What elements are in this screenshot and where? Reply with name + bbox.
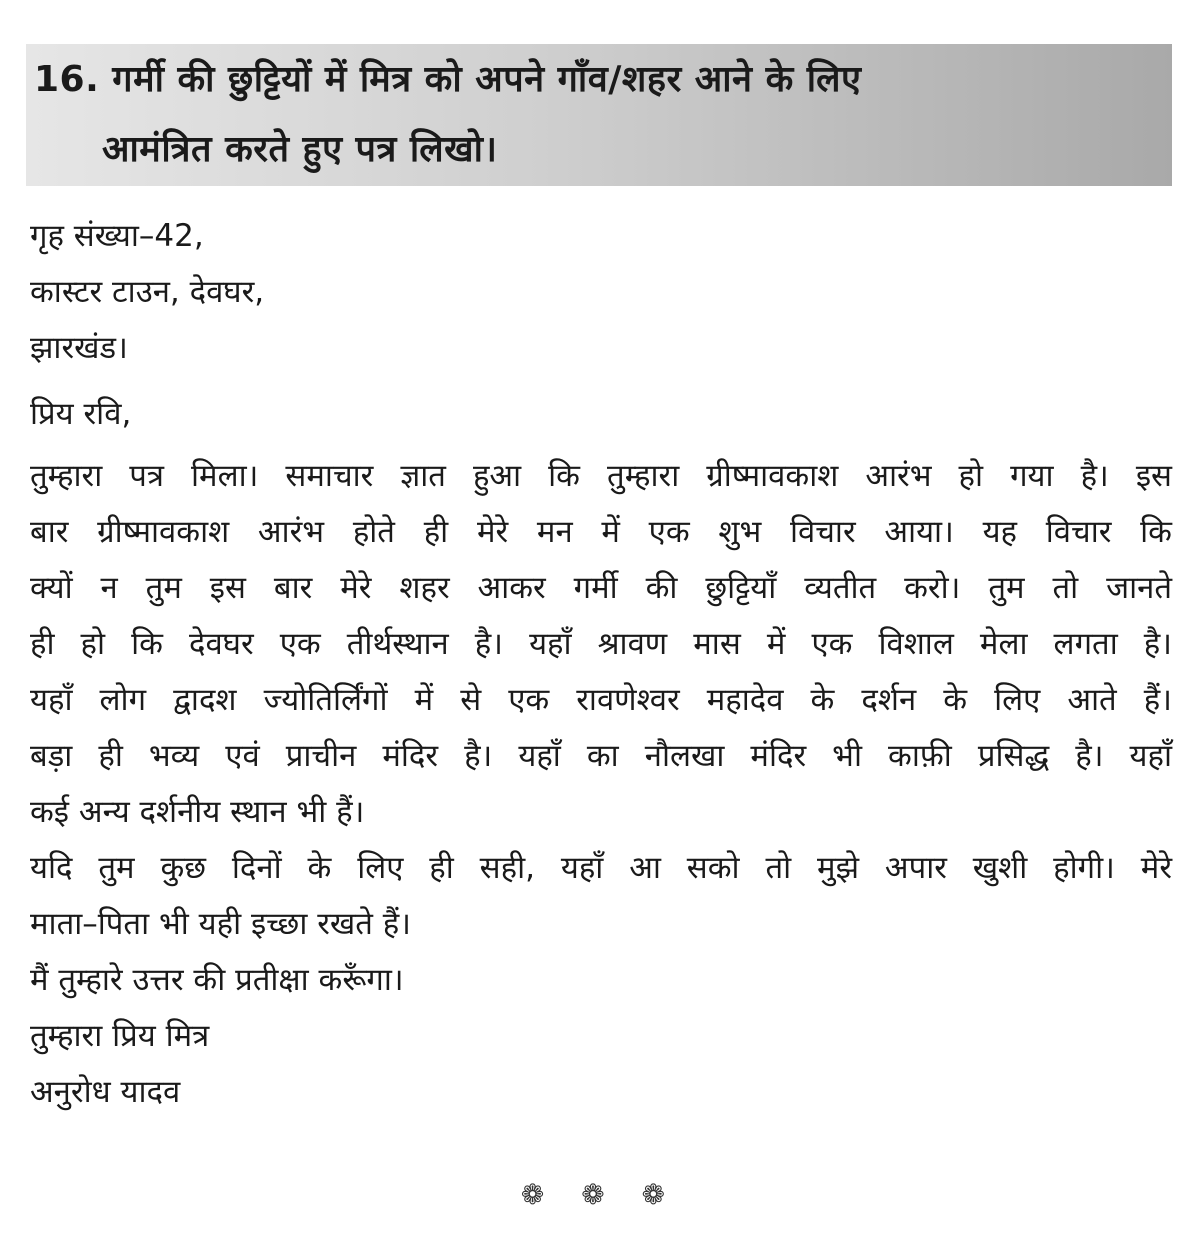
question-line-2: आमंत्रित करते हुए पत्र लिखो। [102, 129, 498, 170]
paragraph-line: बड़ा ही भव्य एवं प्राचीन मंदिर है। यहाँ का नौलखा मंदिर भी काफ़ी प्रसिद्ध है। यहाँ [30, 738, 1172, 774]
paragraph-line: बार ग्रीष्मावकाश आरंभ होते ही मेरे मन में एक शुभ विचार आया। यह विचार कि [30, 514, 1172, 550]
address-line: गृह संख्या–42, [30, 218, 204, 254]
letter-body [30, 208, 1172, 1120]
paragraph-line: कई अन्य दर्शनीय स्थान भी हैं। [30, 794, 365, 830]
closing: तुम्हारा प्रिय मित्र [30, 1018, 210, 1054]
paragraph-line: क्यों न तुम इस बार मेरे शहर आकर गर्मी की छुट्टियाँ व्यतीत करो। तुम तो जानते [30, 570, 1172, 606]
ornament-divider: ❁ ❁ ❁ [520, 1178, 680, 1211]
address-line: झारखंड। [30, 330, 128, 366]
question-line-1: 16. गर्मी की छुट्टियों में मित्र को अपने गाँव/शहर आने के लिए [34, 59, 862, 100]
paragraph-line: तुम्हारा पत्र मिला। समाचार ज्ञात हुआ कि तुम्हारा ग्रीष्मावकाश आरंभ हो गया है। इस [30, 458, 1172, 494]
paragraph-line: यहाँ लोग द्वादश ज्योतिर्लिंगों में से एक रावणेश्वर महादेव के दर्शन के लिए आते हैं। [30, 682, 1172, 718]
paragraph-line: मैं तुम्हारे उत्तर की प्रतीक्षा करूँगा। [30, 962, 404, 998]
paragraph-line: माता–पिता भी यही इच्छा रखते हैं। [30, 906, 411, 942]
question-heading [26, 44, 1172, 186]
paragraph-line: यदि तुम कुछ दिनों के लिए ही सही, यहाँ आ सको तो मुझे अपार खुशी होगी। मेरे [30, 850, 1172, 886]
address-line: कास्टर टाउन, देवघर, [30, 274, 265, 310]
paragraph-line: ही हो कि देवघर एक तीर्थस्थान है। यहाँ श्रावण मास में एक विशाल मेला लगता है। [30, 626, 1172, 662]
salutation: प्रिय रवि, [30, 396, 132, 432]
signature: अनुरोध यादव [30, 1074, 181, 1110]
